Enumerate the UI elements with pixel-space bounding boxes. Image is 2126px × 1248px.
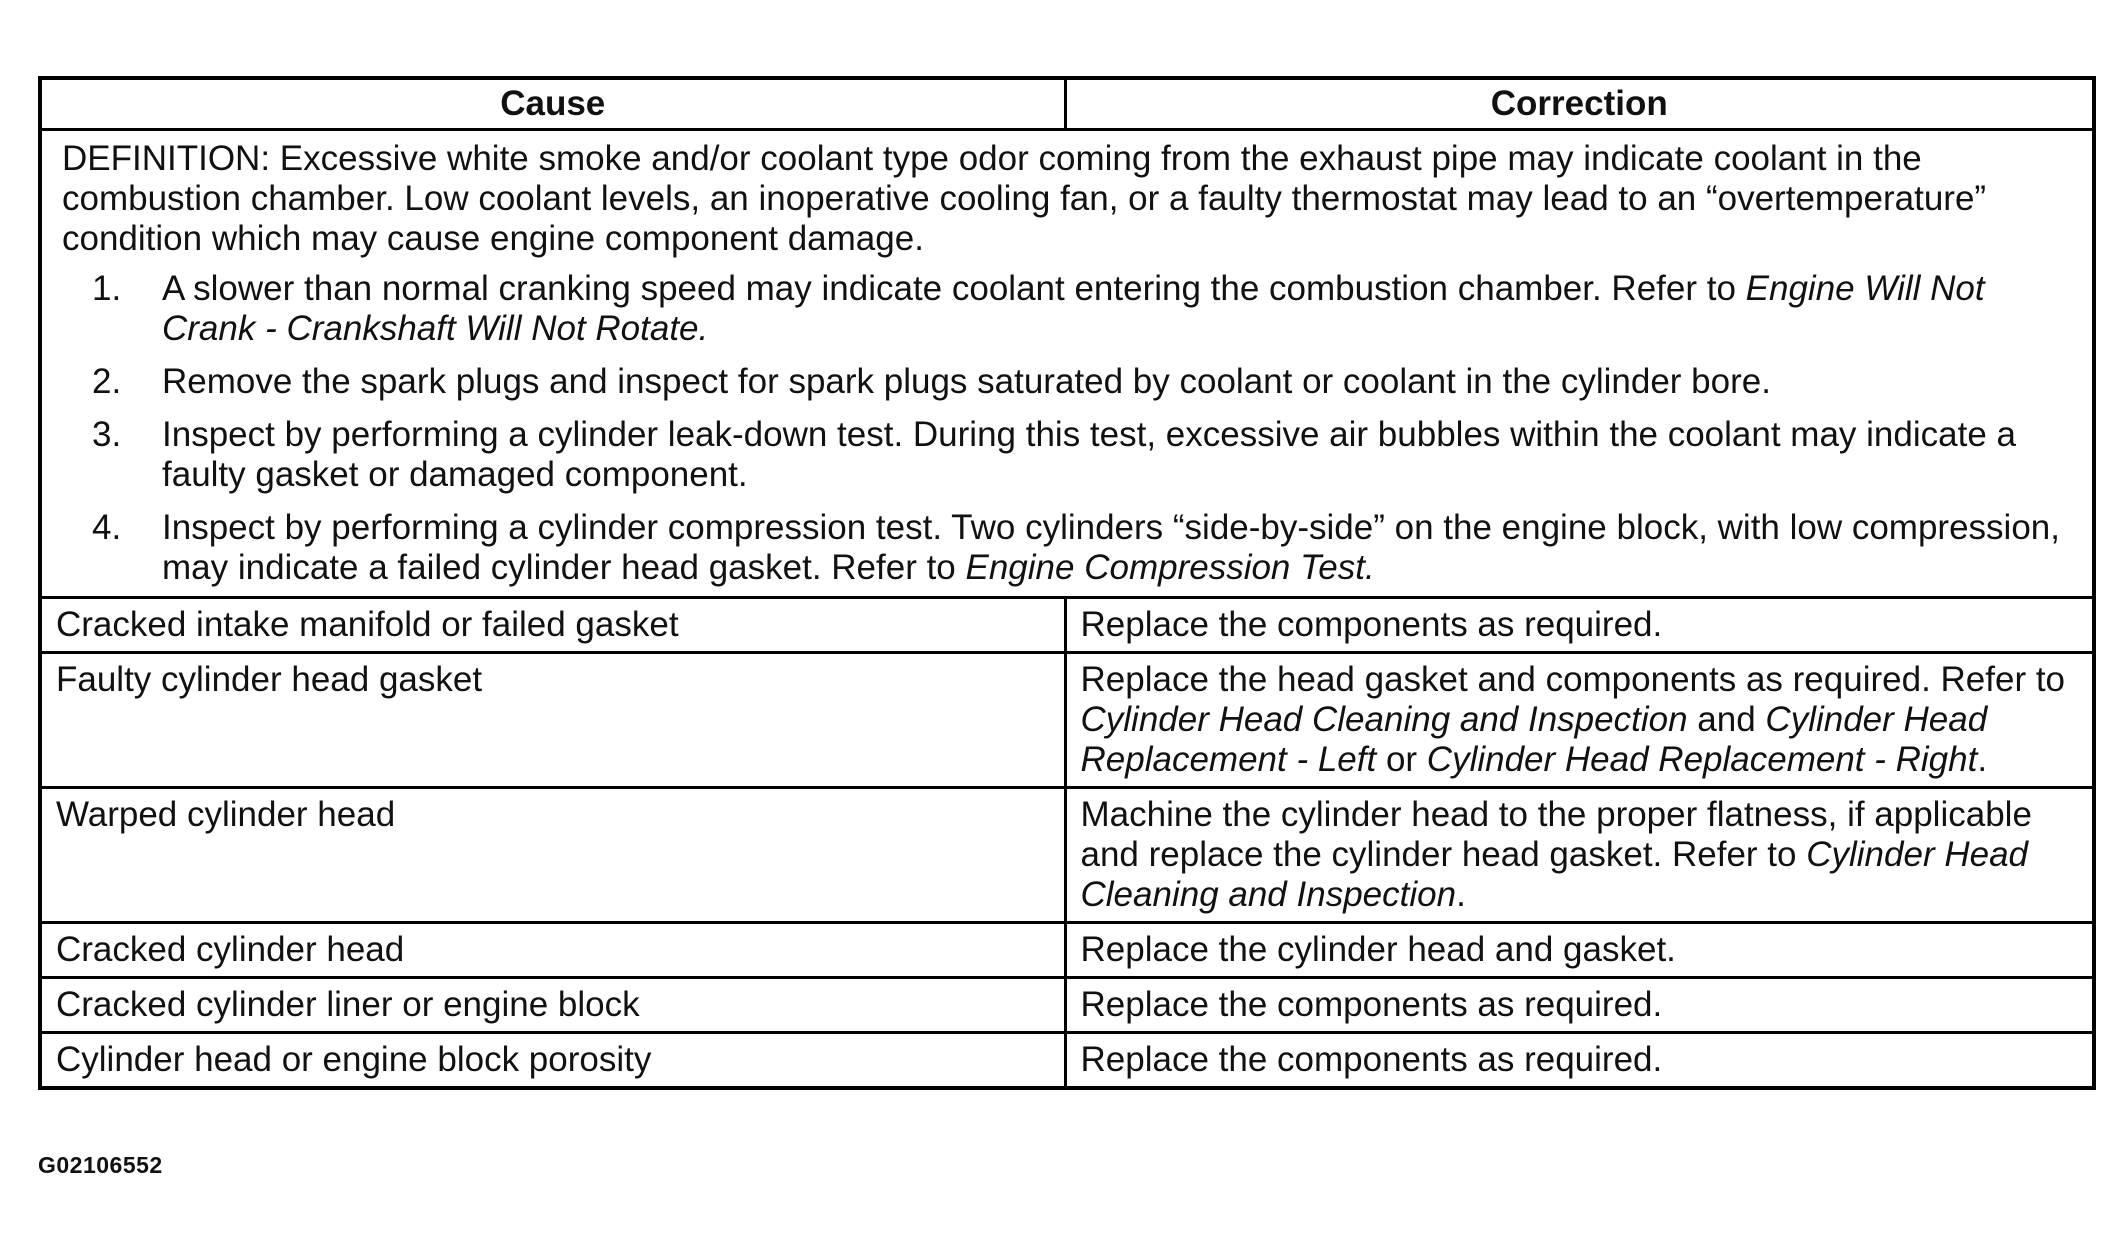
correction-text: Machine the cylinder head to the proper flatness, if applicable and replace the cylinder head gasket. Refer to (1080, 795, 2032, 874)
definition-steps (62, 269, 2078, 588)
correction-text: and (1687, 700, 1766, 739)
table-row (40, 1033, 2094, 1089)
diagnostic-sheet (38, 76, 2092, 1090)
definition-step (62, 508, 2078, 588)
correction-cell (1065, 598, 2094, 653)
correction-text: . (1456, 875, 1466, 914)
correction-cell (1065, 978, 2094, 1033)
cause-header: Cause (40, 78, 1065, 130)
table-row (40, 978, 2094, 1033)
step-text: Inspect by performing a cylinder compression test. Two cylinders “side-by-side” on the engine block, with low compression, may indicate a failed cylinder head gasket. Refer to (162, 508, 2060, 587)
cause-cell: Cracked intake manifold or failed gasket (40, 598, 1065, 653)
figure-id: G02106552 (38, 1152, 163, 1178)
correction-cell (1065, 653, 2094, 788)
correction-reference: Cylinder Head Cleaning and Inspection (1080, 700, 1688, 739)
step-reference: Engine Will Not Crank - Crankshaft Will Not Rotate (162, 269, 1985, 348)
correction-cell (1065, 788, 2094, 923)
table-row (40, 598, 2094, 653)
correction-reference: Cylinder Head Replacement - Left (1080, 700, 1988, 779)
correction-text: Replace the cylinder head and gasket. (1080, 930, 1676, 969)
correction-reference: Cylinder Head Replacement - Right (1426, 740, 1978, 779)
correction-cell (1065, 923, 2094, 978)
definition-step (62, 415, 2078, 495)
definition-step (62, 269, 2078, 349)
correction-text: Replace the components as required. (1080, 985, 1663, 1024)
cause-cell: Faulty cylinder head gasket (40, 653, 1065, 788)
cause-cell: Warped cylinder head (40, 788, 1065, 923)
correction-cell (1065, 1033, 2094, 1089)
correction-text: Replace the head gasket and components as required. Refer to (1080, 660, 2066, 699)
table-row (40, 923, 2094, 978)
step-tail: . (698, 309, 709, 348)
cause-cell: Cracked cylinder head (40, 923, 1065, 978)
cause-cell: Cracked cylinder liner or engine block (40, 978, 1065, 1033)
table-row (40, 788, 2094, 923)
correction-text: or (1376, 740, 1427, 779)
diagnostic-table (38, 76, 2096, 1090)
cause-cell: Cylinder head or engine block porosity (40, 1033, 1065, 1089)
correction-text: Replace the components as required. (1080, 1040, 1663, 1079)
correction-text: Replace the components as required. (1080, 605, 1663, 644)
step-number: 3. (92, 415, 122, 454)
definition-step (62, 362, 2078, 402)
definition-row (40, 130, 2094, 598)
step-number: 4. (92, 508, 122, 547)
definition-text: DEFINITION: Excessive white smoke and/or coolant type odor coming from the exhaust pipe may indicate coolant in the combustion chamber. Low coolant levels, an inoperative cooling fan, or a faulty thermostat may lead to an “overtemperature” condition which may cause engine component damage. (62, 139, 1987, 258)
table-row (40, 653, 2094, 788)
step-number: 2. (92, 362, 122, 401)
step-tail: . (1364, 548, 1375, 587)
correction-header: Correction (1065, 78, 2094, 130)
step-text: Remove the spark plugs and inspect for spark plugs saturated by coolant or coolant in the cylinder bore. (162, 362, 1771, 401)
header-row (40, 78, 2094, 130)
definition-cell (40, 130, 2094, 598)
correction-reference: Cylinder Head Cleaning and Inspection (1080, 835, 2029, 914)
table-body (40, 130, 2094, 1089)
step-reference: Engine Compression Test (965, 548, 1365, 587)
step-number: 1. (92, 269, 122, 308)
step-text: A slower than normal cranking speed may indicate coolant entering the combustion chamber. Refer to (162, 269, 1746, 308)
correction-text: . (1977, 740, 1988, 779)
step-text: Inspect by performing a cylinder leak-down test. During this test, excessive air bubbles within the coolant may indicate a faulty gasket or damaged component. (162, 415, 2016, 494)
